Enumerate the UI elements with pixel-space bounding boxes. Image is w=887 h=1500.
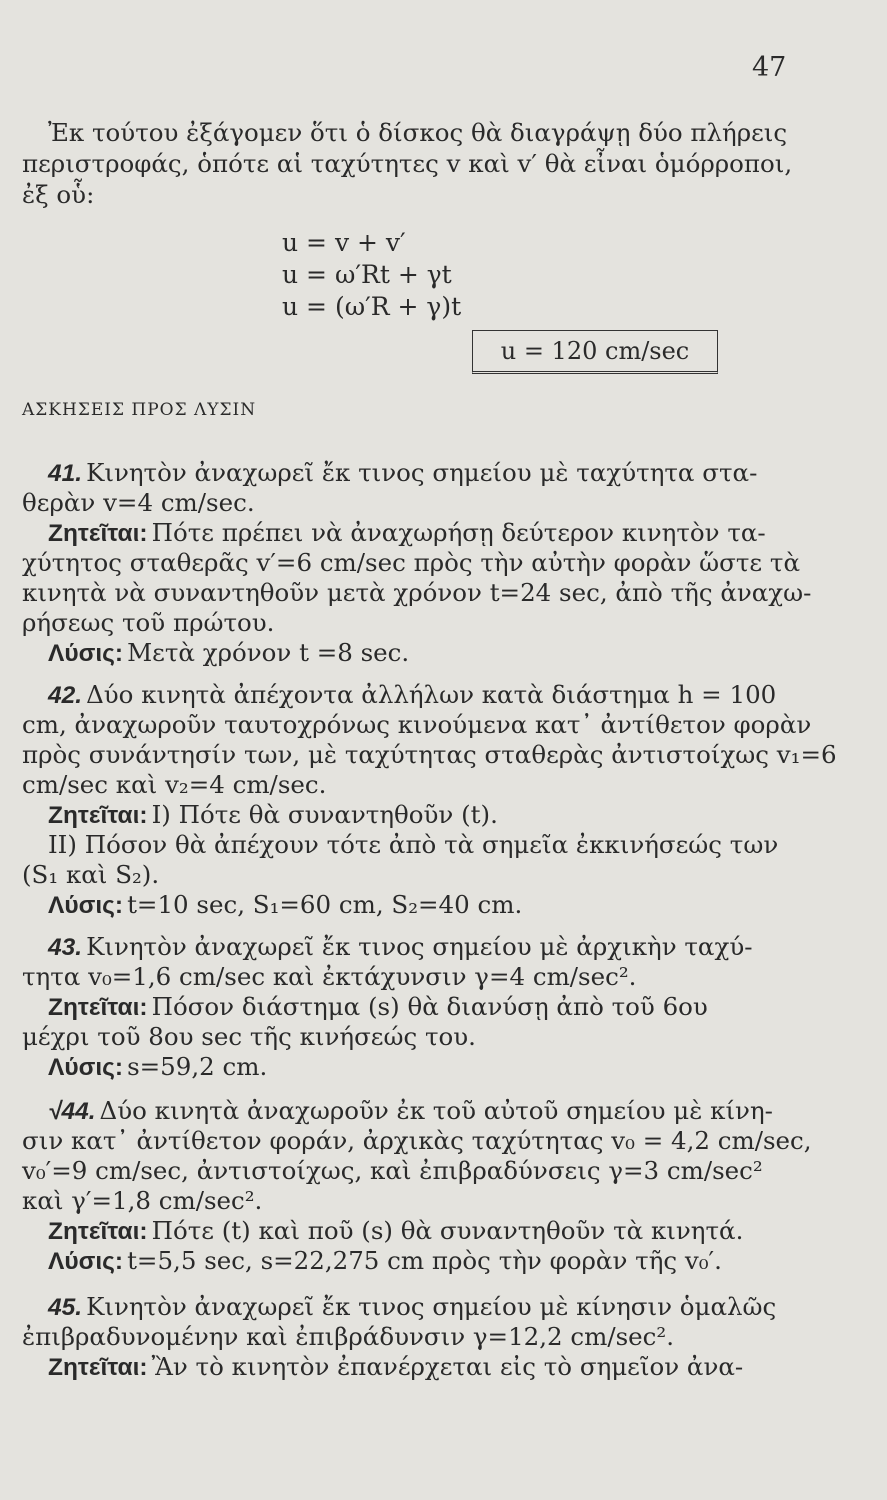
exercise-42-line-2: cm, ἀναχωροῦν ταυτοχρόνως κινούμενα κατ᾽ ἀντίθετον φορὰν <box>22 710 812 739</box>
question-label: Ζητεῖται: <box>48 994 148 1021</box>
exercise-42-question-3: (S₁ καὶ S₂). <box>22 860 160 889</box>
boxed-result: u = 120 cm/sec <box>472 330 718 374</box>
exercise-45-line-2: ἐπιβραδυνομένην καὶ ἐπιβράδυνσιν γ=12,2 cm/sec². <box>22 1322 675 1351</box>
exercise-43-question-1: Ζητεῖται: Πόσον διάστημα (s) θὰ διανύσῃ ἀπὸ τοῦ 6ου <box>48 992 708 1021</box>
exercise-44-line-2: σιν κατ᾽ ἀντίθετον φοράν, ἀρχικὰς ταχύτητας v₀ = 4,2 cm/sec, <box>22 1126 812 1155</box>
equation-3: u = (ω′R + γ)t <box>282 292 462 321</box>
question-label: Ζητεῖται: <box>48 1218 148 1245</box>
exercise-41-question-3: κινητὰ νὰ συναντηθοῦν μετὰ χρόνον t=24 sec, ἀπὸ τῆς ἀναχω- <box>22 578 812 607</box>
exercise-41-line-2: θερὰν v=4 cm/sec. <box>22 488 255 517</box>
exercise-42-question-1: Ζητεῖται: I) Πότε θὰ συναντηθοῦν (t). <box>48 800 498 829</box>
exercise-number: √44. <box>48 1098 96 1125</box>
exercise-41-question-2: χύτητος σταθερᾶς v′=6 cm/sec πρὸς τὴν αὐτὴν φορὰν ὥστε τὰ <box>22 548 801 577</box>
exercise-number: 43. <box>48 934 83 961</box>
exercise-42-solution: Λύσις: t=10 sec, S₁=60 cm, S₂=40 cm. <box>48 890 523 919</box>
equation-1: u = v + v′ <box>282 228 406 257</box>
exercise-44-line-3: v₀′=9 cm/sec, ἀντιστοίχως, καὶ ἐπιβραδύνσεις γ=3 cm/sec² <box>22 1156 763 1185</box>
exercise-43-line-1: 43. Κινητὸν ἀναχωρεῖ ἔκ τινος σημείου μὲ ἀρχικὴν ταχύ- <box>48 932 753 961</box>
solution-label: Λύσις: <box>48 1054 124 1081</box>
question-label: Ζητεῖται: <box>48 520 148 547</box>
exercise-41-solution: Λύσις: Μετὰ χρόνον t =8 sec. <box>48 638 410 667</box>
intro-line-2: περιστροφάς, ὁπότε αἱ ταχύτητες v καὶ v′ θὰ εἶναι ὁμόρροποι, <box>22 149 793 178</box>
exercise-43-line-2: τητα v₀=1,6 cm/sec καὶ ἐκτάχυνσιν γ=4 cm/sec². <box>22 962 637 991</box>
exercise-41-question-4: ρήσεως τοῦ πρώτου. <box>22 608 275 637</box>
exercise-44-line-1: √44. Δύο κινητὰ ἀναχωροῦν ἐκ τοῦ αὐτοῦ σημείου μὲ κίνη- <box>48 1096 773 1125</box>
exercise-41-question-1: Ζητεῖται: Πότε πρέπει νὰ ἀναχωρήσῃ δεύτερον κινητὸν τα- <box>48 518 766 547</box>
equation-2: u = ω′Rt + γt <box>282 260 452 289</box>
solution-label: Λύσις: <box>48 640 124 667</box>
intro-line-1: Ἐκ τούτου ἐξάγομεν ὅτι ὁ δίσκος θὰ διαγράψῃ δύο πλήρεις <box>48 118 788 147</box>
exercise-45-line-1: 45. Κινητὸν ἀναχωρεῖ ἔκ τινος σημείου μὲ κίνησιν ὁμαλῶς <box>48 1292 777 1321</box>
exercise-42-question-2: II) Πόσον θὰ ἀπέχουν τότε ἀπὸ τὰ σημεῖα ἐκκινήσεώς των <box>48 830 779 859</box>
solution-label: Λύσις: <box>48 892 124 919</box>
exercise-44-solution: Λύσις: t=5,5 sec, s=22,275 cm πρὸς τὴν φορὰν τῆς v₀′. <box>48 1246 722 1275</box>
question-label: Ζητεῖται: <box>48 802 148 829</box>
solution-label: Λύσις: <box>48 1248 124 1275</box>
exercise-43-question-2: μέχρι τοῦ 8ου sec τῆς κινήσεώς του. <box>22 1022 476 1051</box>
exercise-45-question-1: Ζητεῖται: Ἂν τὸ κινητὸν ἐπανέρχεται εἰς τὸ σημεῖον ἀνα- <box>48 1352 744 1381</box>
section-title: ΑΣΚΗΣΕΙΣ ΠΡΟΣ ΛΥΣΙΝ <box>22 400 257 420</box>
question-label: Ζητεῖται: <box>48 1354 148 1381</box>
exercise-41-line-1: 41. Κινητὸν ἀναχωρεῖ ἔκ τινος σημείου μὲ ταχύτητα στα- <box>48 458 758 487</box>
exercise-42-line-4: cm/sec καὶ v₂=4 cm/sec. <box>22 770 327 799</box>
exercise-44-line-4: καὶ γ′=1,8 cm/sec². <box>22 1186 263 1215</box>
exercise-number: 42. <box>48 682 83 709</box>
exercise-42-line-3: πρὸς συνάντησίν των, μὲ ταχύτητας σταθερὰς ἀντιστοίχως v₁=6 <box>22 740 837 769</box>
intro-line-3: ἐξ οὗ: <box>22 180 95 209</box>
exercise-44-question-1: Ζητεῖται: Πότε (t) καὶ ποῦ (s) θὰ συναντηθοῦν τὰ κινητά. <box>48 1216 744 1245</box>
exercise-43-solution: Λύσις: s=59,2 cm. <box>48 1052 268 1081</box>
exercise-number: 45. <box>48 1294 83 1321</box>
exercise-number: 41. <box>48 460 83 487</box>
exercise-42-line-1: 42. Δύο κινητὰ ἀπέχοντα ἀλλήλων κατὰ διάστημα h = 100 <box>48 680 777 709</box>
page-number: 47 <box>752 52 787 83</box>
